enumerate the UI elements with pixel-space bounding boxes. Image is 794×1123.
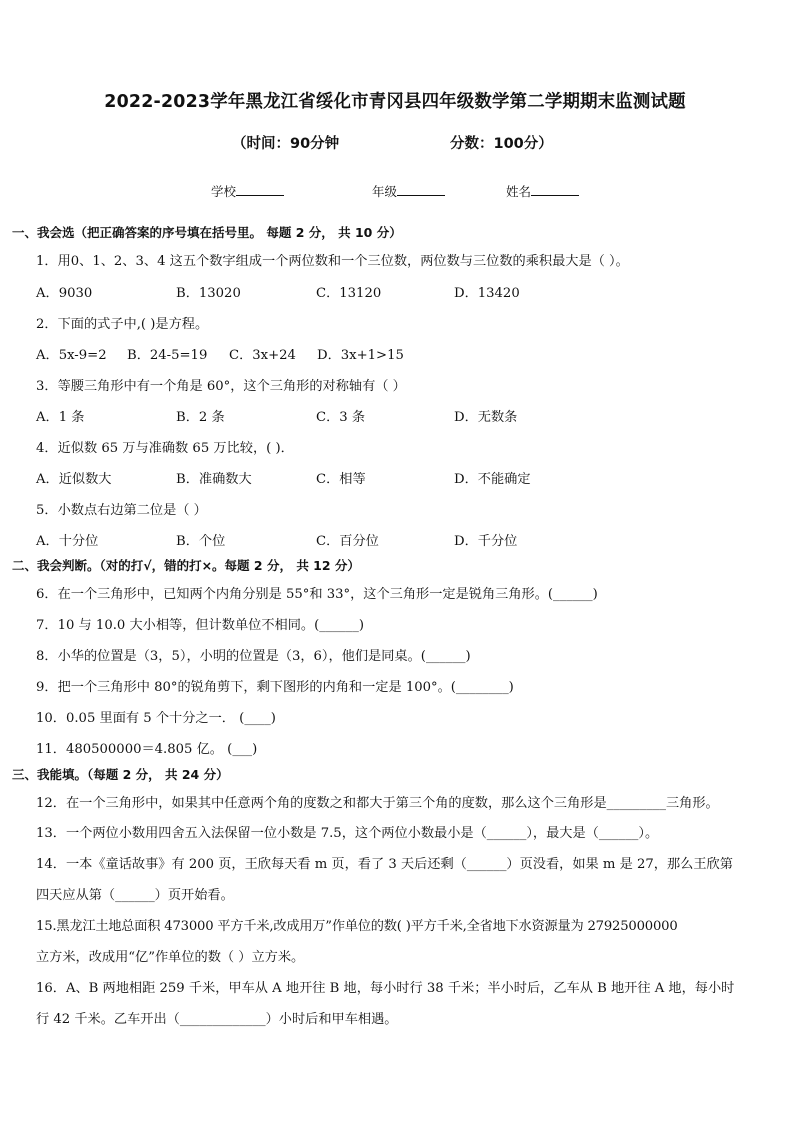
q3-option-c: C．3 条 bbox=[316, 410, 366, 425]
q4-option-d: D．不能确定 bbox=[454, 472, 531, 487]
q1-option-c: C．13120 bbox=[316, 286, 382, 301]
q5-option-c: C．百分位 bbox=[316, 534, 379, 549]
q2-option-a: A．5x-9=2 bbox=[36, 348, 107, 363]
school-blank bbox=[236, 183, 284, 196]
question-10: 10．0.05 里面有 5 个十分之一． (____) bbox=[36, 711, 276, 726]
question-1: 1．用0、1、2、3、4 这五个数字组成一个两位数和一个三位数，两位数与三位数的乘积最大是（ ）。 bbox=[36, 254, 629, 269]
question-12: 12．在一个三角形中，如果其中任意两个角的度数之和都大于第三个角的度数，那么这个三角形是_________三角形。 bbox=[36, 796, 719, 811]
name-field bbox=[506, 182, 579, 200]
school-field bbox=[211, 182, 284, 200]
q4-option-c: C．相等 bbox=[316, 472, 366, 487]
grade-blank bbox=[397, 183, 445, 196]
name-label: 姓名 bbox=[506, 184, 532, 199]
question-8: 8．小华的位置是（3，5），小明的位置是（3，6），他们是同桌。(______) bbox=[36, 649, 471, 664]
question-16-line-2: 行 42 千米。乙车开出（_____________）小时后和甲车相遇。 bbox=[36, 1012, 398, 1027]
q1-option-b: B．13020 bbox=[176, 286, 241, 301]
q2-option-d: D．3x+1>15 bbox=[317, 348, 404, 363]
q3-option-b: B．2 条 bbox=[176, 410, 225, 425]
question-2: 2．下面的式子中,( )是方程。 bbox=[36, 317, 209, 332]
grade-label: 年级 bbox=[372, 184, 398, 199]
section-3-heading: 三、我能填。（每题 2 分， 共 24 分） bbox=[12, 767, 229, 782]
question-15-line-2: 立方米，改成用“亿”作单位的数（ ）立方米。 bbox=[36, 950, 305, 965]
q3-option-d: D．无数条 bbox=[454, 410, 518, 425]
q5-option-d: D．千分位 bbox=[454, 534, 518, 549]
section-2-heading: 二、我会判断。（对的打√，错的打×。每题 2 分， 共 12 分） bbox=[12, 558, 360, 573]
question-16-line-1: 16．A、B 两地相距 259 千米，甲车从 A 地开往 B 地，每小时行 38 千米；半小时后，乙车从 B 地开往 A 地，每小时 bbox=[36, 981, 735, 996]
grade-field bbox=[372, 182, 445, 200]
question-9: 9．把一个三角形中 80°的锐角剪下，剩下图形的内角和一定是 100°。(________) bbox=[36, 680, 514, 695]
question-11: 11．480500000＝4.805 亿。 (___) bbox=[36, 742, 258, 757]
q2-option-b: B．24-5=19 bbox=[127, 348, 208, 363]
page-title: 2022-2023学年黑龙江省绥化市青冈县四年级数学第二学期期末监测试题 bbox=[104, 92, 686, 112]
q2-option-c: C．3x+24 bbox=[229, 348, 296, 363]
exam-time: （时间：90分钟 bbox=[232, 136, 340, 152]
question-3: 3．等腰三角形中有一个角是 60°，这个三角形的对称轴有（ ） bbox=[36, 379, 406, 394]
q4-option-a: A．近似数大 bbox=[36, 472, 112, 487]
question-5: 5．小数点右边第二位是（ ） bbox=[36, 503, 207, 518]
section-1-heading: 一、我会选（把正确答案的序号填在括号里。 每题 2 分， 共 10 分） bbox=[12, 225, 402, 240]
question-13: 13．一个两位小数用四舍五入法保留一位小数是 7.5，这个两位小数最小是（______），最大是（______）。 bbox=[36, 826, 659, 841]
q1-option-a: A．9030 bbox=[36, 286, 93, 301]
q3-option-a: A．1 条 bbox=[36, 410, 85, 425]
question-6: 6．在一个三角形中，已知两个内角分别是 55°和 33°，这个三角形一定是锐角三角形。(______) bbox=[36, 587, 598, 602]
school-label: 学校 bbox=[211, 184, 237, 199]
question-15-line-1: 15.黑龙江土地总面积 473000 平方千米,改成用万”作单位的数( )平方千米,全省地下水资源量为 27925000000 bbox=[36, 919, 678, 934]
question-7: 7．10 与 10.0 大小相等，但计数单位不相同。(______) bbox=[36, 618, 364, 633]
exam-score: 分数：100分） bbox=[450, 136, 553, 152]
q1-option-d: D．13420 bbox=[454, 286, 520, 301]
q5-option-a: A．十分位 bbox=[36, 534, 99, 549]
question-14-line-1: 14．一本《童话故事》有 200 页，王欣每天看 m 页，看了 3 天后还剩（______）页没看，如果 m 是 27，那么王欣第 bbox=[36, 857, 733, 872]
q5-option-b: B．个位 bbox=[176, 534, 226, 549]
q4-option-b: B．准确数大 bbox=[176, 472, 252, 487]
name-blank bbox=[531, 183, 579, 196]
question-14-line-2: 四天应从第（______）页开始看。 bbox=[36, 888, 234, 903]
question-4: 4．近似数 65 万与准确数 65 万比较，( )． bbox=[36, 441, 294, 456]
